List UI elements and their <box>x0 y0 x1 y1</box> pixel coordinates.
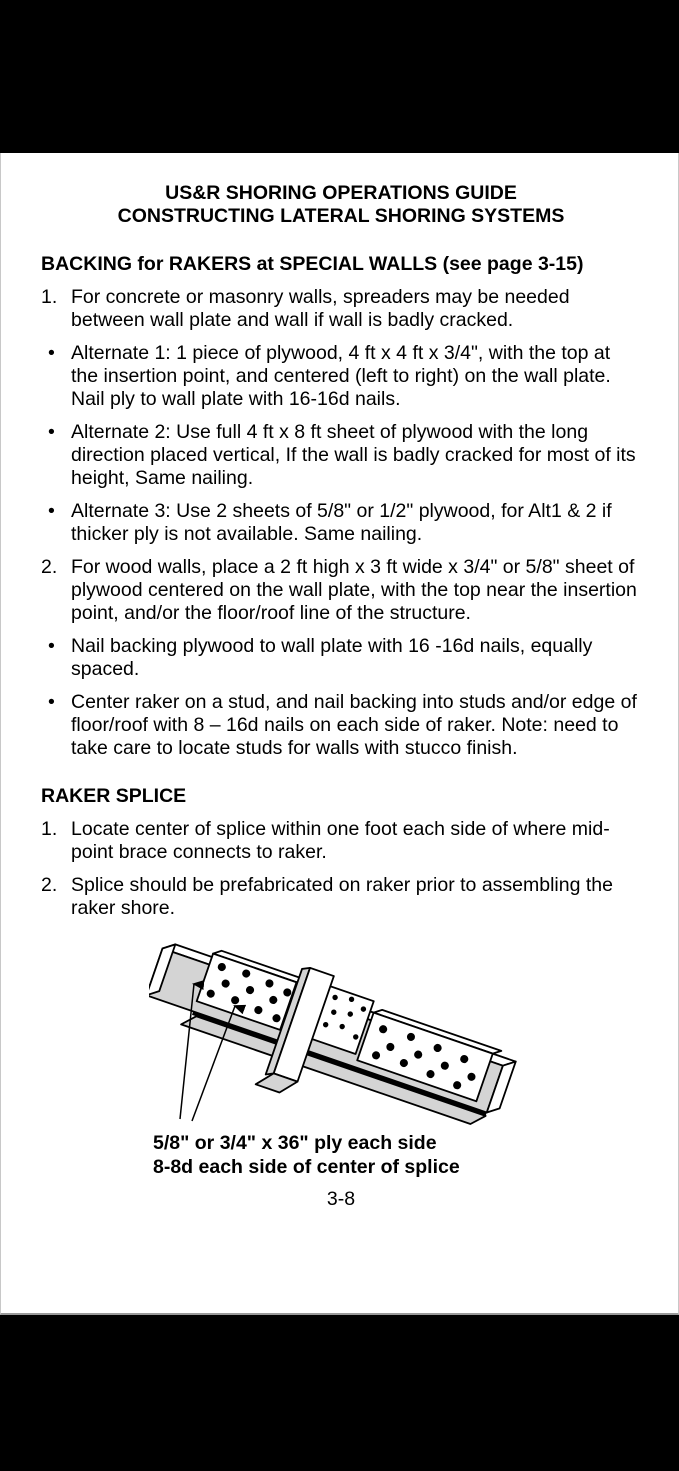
list-item-text: Alternate 2: Use full 4 ft x 8 ft sheet of plywood with the long direction placed vertical, If the wall is badly cracked for most of its height, Same nailing. <box>71 421 636 489</box>
document-title <box>41 182 641 228</box>
list-item <box>41 421 641 490</box>
list-item <box>41 342 641 411</box>
raker-assembly <box>149 926 523 1126</box>
list-item-text: Nail backing plywood to wall plate with 16 -16d nails, equally spaced. <box>71 635 593 680</box>
page-number: 3-8 <box>326 1188 356 1210</box>
document-title-line1: US&R SHORING OPERATIONS GUIDE <box>165 182 517 204</box>
bullet-icon: • <box>48 421 55 443</box>
list-item-text: Alternate 1: 1 piece of plywood, 4 ft x 4 ft x 3/4", with the top at the insertion point, and centered (left to right) on the wall plate. Nail ply to wall plate with 16-16d nails. <box>71 342 611 410</box>
bullet-icon: • <box>48 691 55 713</box>
list-item-text: For concrete or masonry walls, spreaders may be needed between wall plate and wall if wall is badly cracked. <box>71 286 570 331</box>
list-marker: 2. <box>41 556 58 578</box>
diagram-caption-line2: 8-8d each side of center of splice <box>153 1155 460 1178</box>
list-item-text: Splice should be prefabricated on raker prior to assembling the raker shore. <box>71 874 613 919</box>
list-item <box>41 874 641 920</box>
list-item-text: Alternate 3: Use 2 sheets of 5/8" or 1/2" plywood, for Alt1 & 2 if thicker ply is not available. Same nailing. <box>71 500 612 545</box>
page-content <box>1 153 678 1211</box>
bullet-icon: • <box>48 342 55 364</box>
section-heading-raker-splice: RAKER SPLICE <box>41 785 187 807</box>
list-item <box>41 635 641 681</box>
list-item-text: Locate center of splice within one foot each side of where mid-point brace connects to raker. <box>71 818 610 863</box>
list-marker: 1. <box>41 818 58 840</box>
list-item <box>41 500 641 546</box>
list-item-text: Center raker on a stud, and nail backing into studs and/or edge of floor/roof with 8 – 16d nails on each side of raker. Note: need to take care to locate studs for walls with stucco finish. <box>71 691 637 759</box>
document-page <box>0 153 679 1315</box>
diagram-caption-line1: 5/8" or 3/4" x 36" ply each side <box>153 1132 437 1154</box>
section-heading-backing: BACKING for RAKERS at SPECIAL WALLS (see page 3-15) <box>41 253 584 275</box>
list-marker: 1. <box>41 286 58 308</box>
list-item <box>41 286 641 332</box>
bullet-icon: • <box>48 500 55 522</box>
diagram-caption <box>153 1132 641 1179</box>
raker-splice-illustration <box>149 926 601 1126</box>
list-marker: 2. <box>41 874 58 896</box>
list-item <box>41 691 641 760</box>
list-item-text: For wood walls, place a 2 ft high x 3 ft wide x 3/4" or 5/8" sheet of plywood centered on the wall plate, with the top near the insertion point, and/or the floor/roof line of the structure. <box>71 556 637 624</box>
bullet-icon: • <box>48 635 55 657</box>
list-item <box>41 556 641 625</box>
document-title-line2: CONSTRUCTING LATERAL SHORING SYSTEMS <box>117 205 565 227</box>
list-item <box>41 818 641 864</box>
raker-splice-diagram <box>149 926 641 1132</box>
